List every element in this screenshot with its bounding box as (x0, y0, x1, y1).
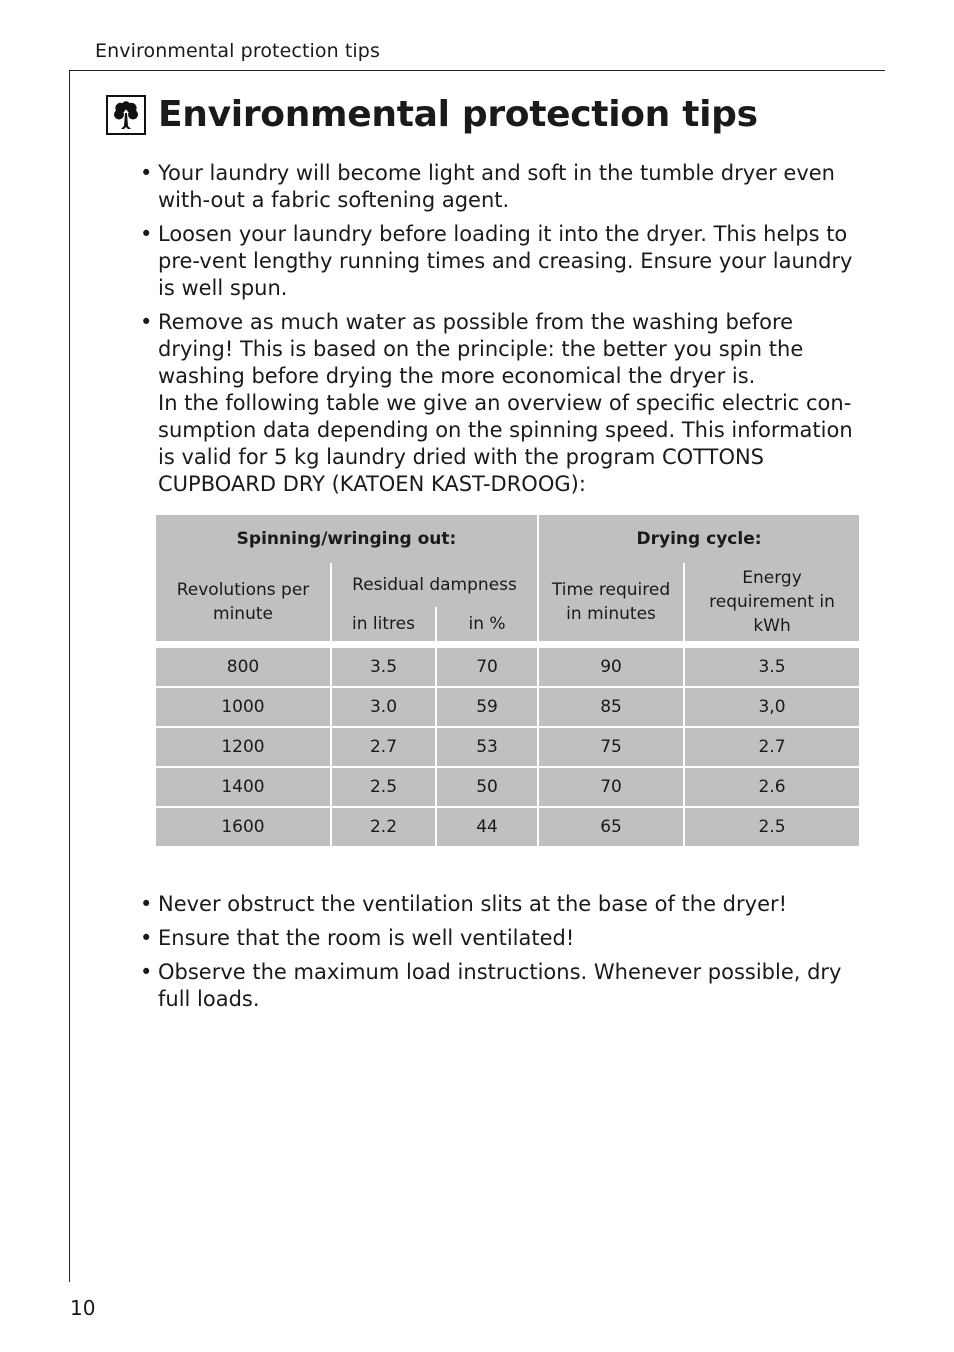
margin-rule (69, 70, 70, 1282)
cell-time: 70 (538, 767, 684, 807)
header-energy: Energy requirement in kWh (684, 563, 859, 641)
list-item: • Ensure that the room is well ventilated! (136, 925, 866, 952)
cell-litres: 3.5 (331, 648, 436, 687)
cell-litres: 2.5 (331, 767, 436, 807)
consumption-table (156, 515, 859, 846)
cell-energy: 2.6 (684, 767, 859, 807)
cell-energy: 2.5 (684, 807, 859, 846)
cell-percent: 59 (436, 687, 538, 727)
cell-energy: 3,0 (684, 687, 859, 727)
shamrock-icon (106, 95, 146, 135)
list-item: • Loosen your laundry before loading it into the dryer. This helps to pre-vent lengthy running times and creasing. Ensure your laundry is well spun. (136, 221, 866, 302)
header-litres: in litres (331, 607, 436, 641)
header-rule (69, 70, 885, 71)
tips-list-top (136, 160, 866, 505)
table-row (156, 807, 859, 846)
cell-time: 90 (538, 648, 684, 687)
cell-percent: 44 (436, 807, 538, 846)
cell-rpm: 1400 (156, 767, 331, 807)
header-revolutions: Revolutions per minute (156, 563, 331, 641)
table-row (156, 767, 859, 807)
cell-rpm: 1600 (156, 807, 331, 846)
header-residual: Residual dampness (331, 563, 538, 607)
header-percent: in % (436, 607, 538, 641)
page-number: 10 (70, 1296, 96, 1320)
list-item: • Your laundry will become light and soft in the tumble dryer even with-out a fabric softening agent. (136, 160, 866, 214)
cell-energy: 2.7 (684, 727, 859, 767)
header-spinning: Spinning/wringing out: (156, 515, 538, 563)
list-item: • Remove as much water as possible from the washing before drying! This is based on the principle: the better you spin the washing before drying the more economical the dryer is. In the following table we give an overview of specific electric con-sumption data depending on the spinning speed. This information is valid for 5 kg laundry dried with the program COTTONS CUPBOARD DRY (KATOEN KAST-DROOG): (136, 309, 866, 498)
cell-energy: 3.5 (684, 648, 859, 687)
cell-litres: 3.0 (331, 687, 436, 727)
cell-time: 75 (538, 727, 684, 767)
table-row (156, 687, 859, 727)
cell-litres: 2.2 (331, 807, 436, 846)
title-row (106, 94, 758, 135)
cell-time: 85 (538, 687, 684, 727)
tips-list-bottom (136, 891, 866, 1020)
cell-litres: 2.7 (331, 727, 436, 767)
running-header: Environmental protection tips (95, 40, 380, 62)
cell-rpm: 1000 (156, 687, 331, 727)
table-row (156, 648, 859, 687)
list-item: • Never obstruct the ventilation slits at the base of the dryer! (136, 891, 866, 918)
cell-percent: 70 (436, 648, 538, 687)
header-drying: Drying cycle: (538, 515, 859, 563)
cell-percent: 53 (436, 727, 538, 767)
header-time: Time required in minutes (538, 563, 684, 641)
cell-rpm: 1200 (156, 727, 331, 767)
cell-percent: 50 (436, 767, 538, 807)
list-item: • Observe the maximum load instructions. Whenever possible, dry full loads. (136, 959, 866, 1013)
table-row (156, 727, 859, 767)
cell-rpm: 800 (156, 648, 331, 687)
page-title: Environmental protection tips (158, 94, 758, 135)
cell-time: 65 (538, 807, 684, 846)
